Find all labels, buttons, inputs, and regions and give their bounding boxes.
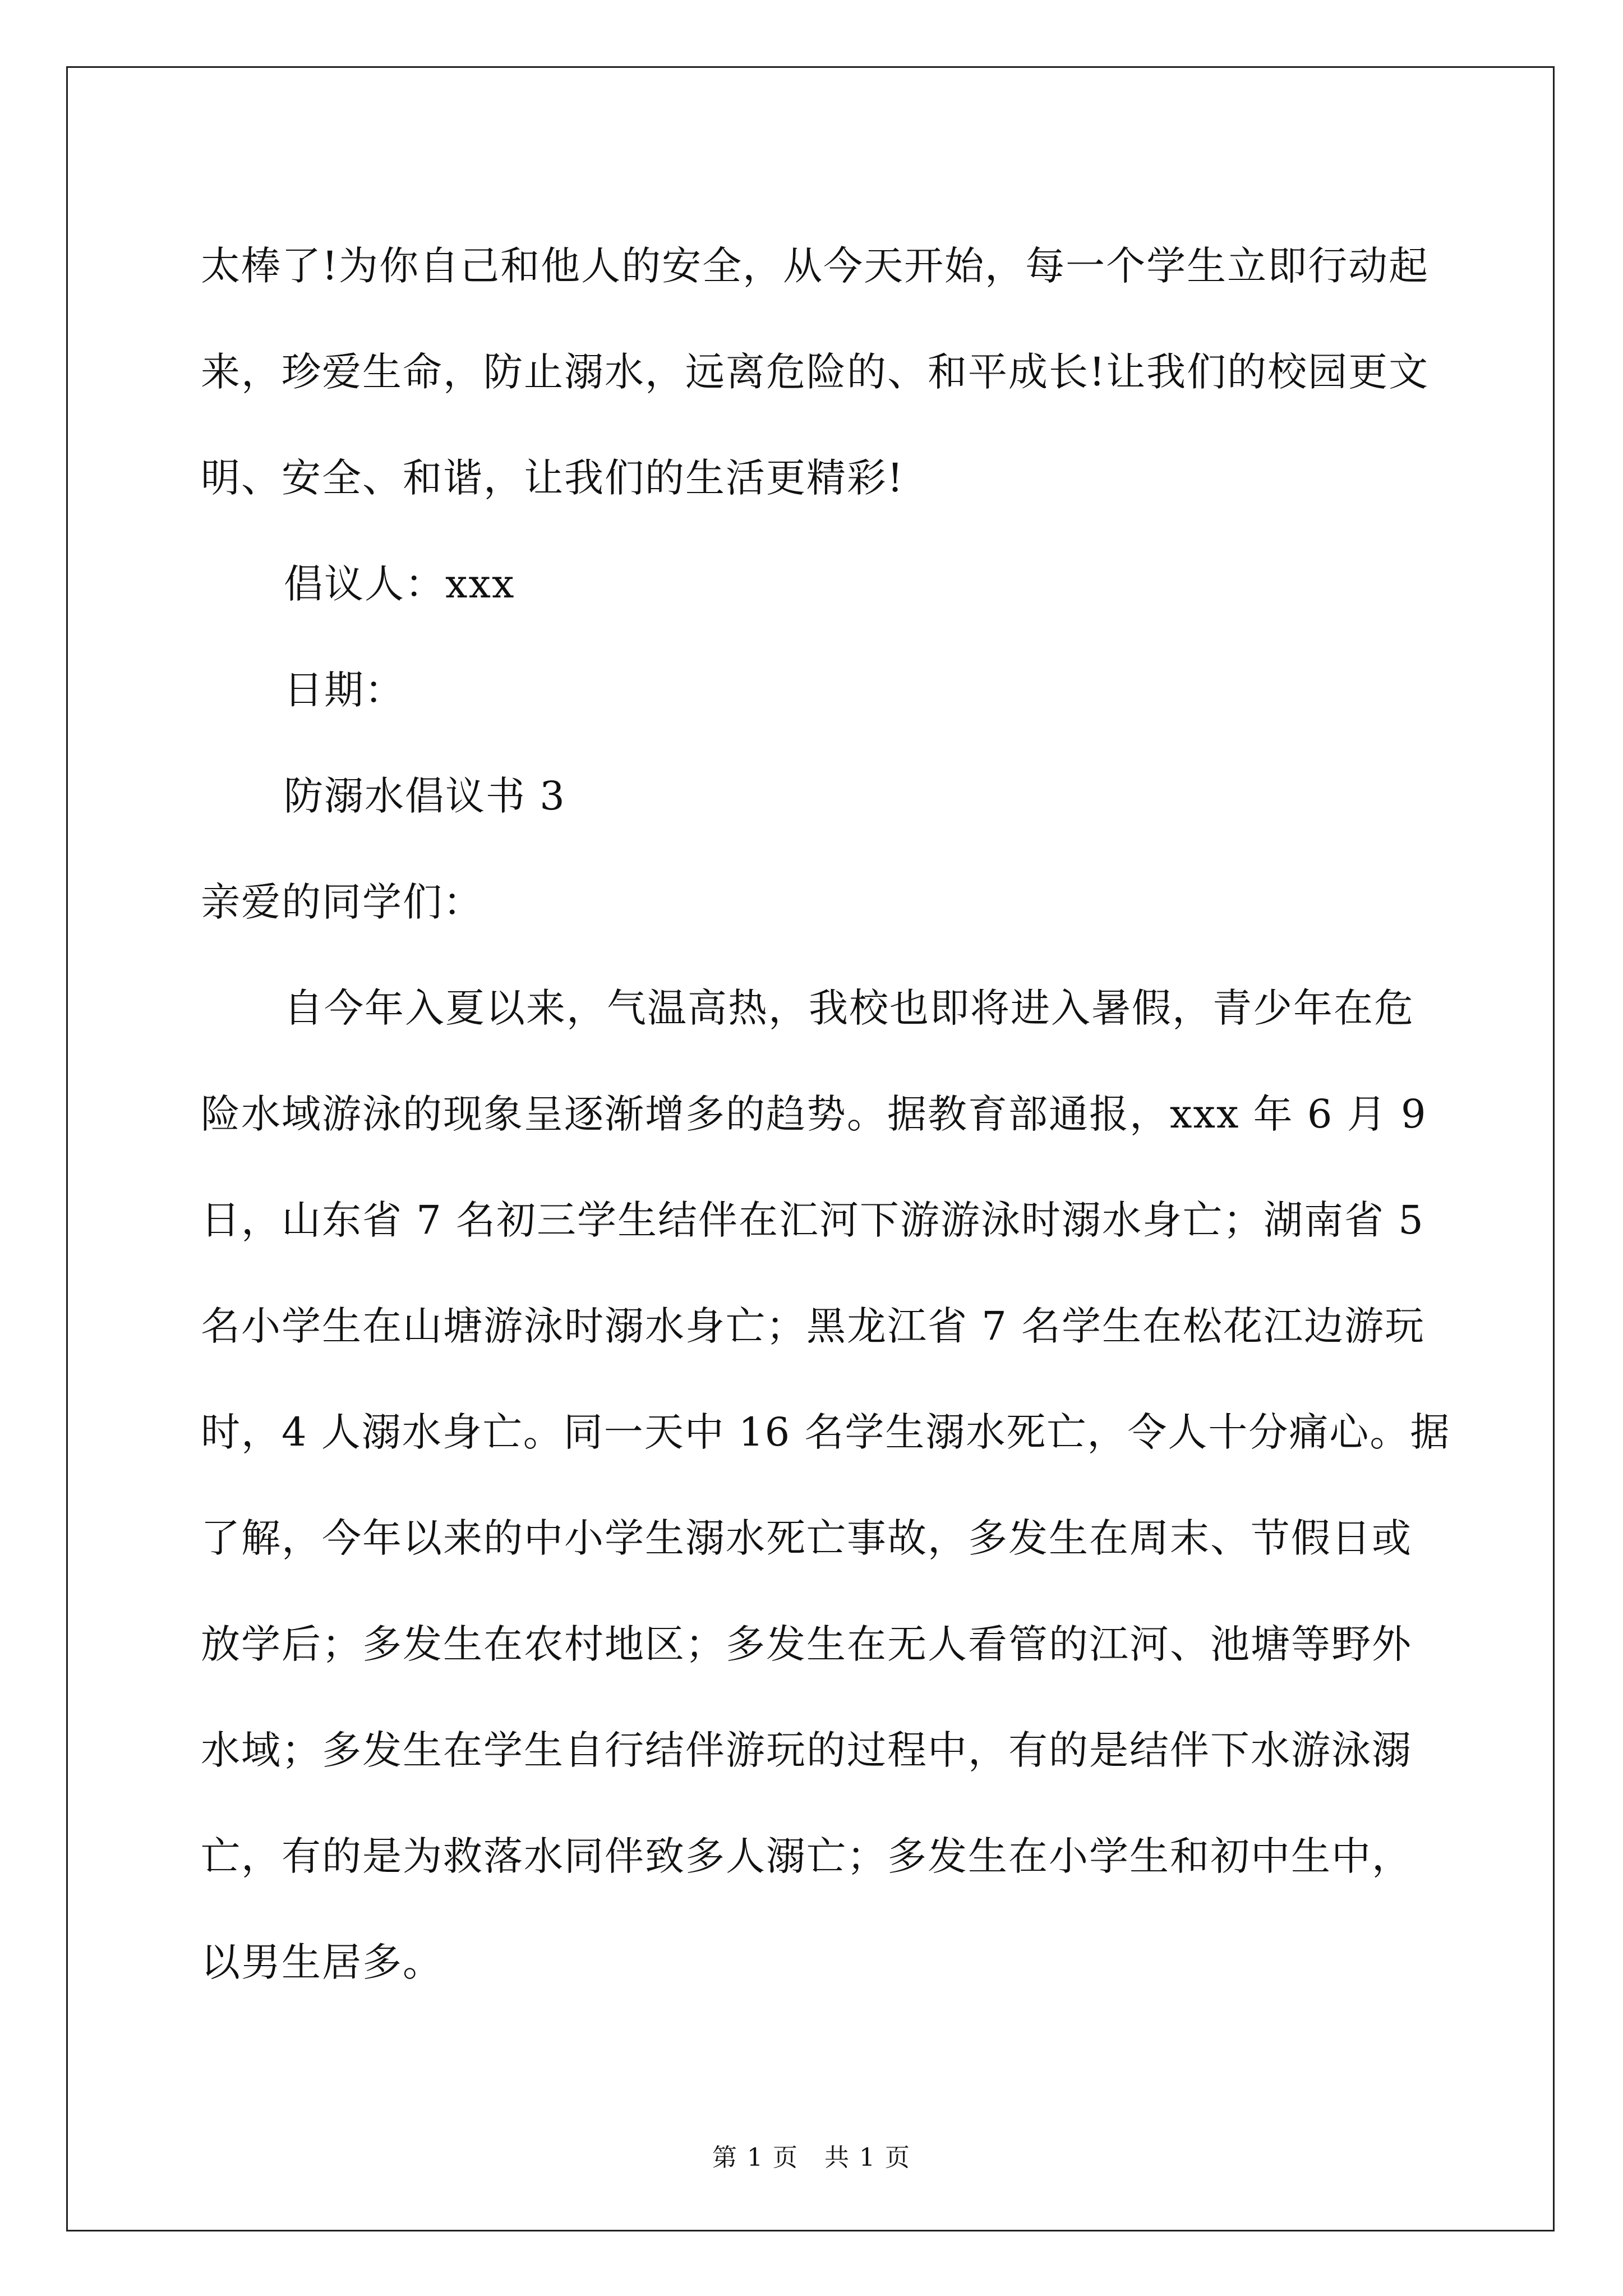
paragraph-line: 日，山东省 7 名初三学生结伴在汇河下游游泳时溺水身亡；湖南省 5 [201, 1197, 1424, 1243]
paragraph-line: 了解，今年以来的中小学生溺水死亡事故，多发生在周末、节假日或 [201, 1515, 1412, 1561]
document-body [201, 213, 1451, 2016]
paragraph-line: 亡，有的是为救落水同伴致多人溺亡；多发生在小学生和初中生中， [201, 1833, 1412, 1879]
paragraph-line: 名小学生在山塘游泳时溺水身亡；黑龙江省 7 名学生在松花江边游玩 [201, 1303, 1426, 1349]
paragraph-line: 险水域游泳的现象呈逐渐增多的趋势。据教育部通报，xxx 年 6 月 9 [201, 1091, 1427, 1137]
paragraph-line: 自今年入夏以来，气温高热，我校也即将进入暑假，青少年在危 [284, 985, 1414, 1031]
page-footer: 第 1 页 共 1 页 [712, 2143, 911, 2172]
paragraph-line: 明、安全、和谐，让我们的生活更精彩! [201, 455, 905, 501]
salutation: 亲爱的同学们： [201, 879, 483, 925]
paragraph-line: 来，珍爱生命，防止溺水，远离危险的、和平成长!让我们的校园更文 [201, 349, 1430, 395]
date-line: 日期： [284, 667, 405, 713]
paragraph-line: 时，4 人溺水身亡。同一天中 16 名学生溺水死亡，令人十分痛心。据 [201, 1409, 1451, 1455]
paragraph-line: 放学后；多发生在农村地区；多发生在无人看管的江河、池塘等野外 [201, 1621, 1412, 1667]
proposer-line: 倡议人：xxx [284, 561, 515, 607]
paragraph-line: 太棒了!为你自己和他人的安全，从今天开始，每一个学生立即行动起 [201, 243, 1430, 289]
section-title: 防溺水倡议书 3 [284, 773, 566, 819]
paragraph-line: 以男生居多。 [201, 1939, 443, 1985]
paragraph-line: 水域；多发生在学生自行结伴游玩的过程中，有的是结伴下水游泳溺 [201, 1727, 1412, 1773]
